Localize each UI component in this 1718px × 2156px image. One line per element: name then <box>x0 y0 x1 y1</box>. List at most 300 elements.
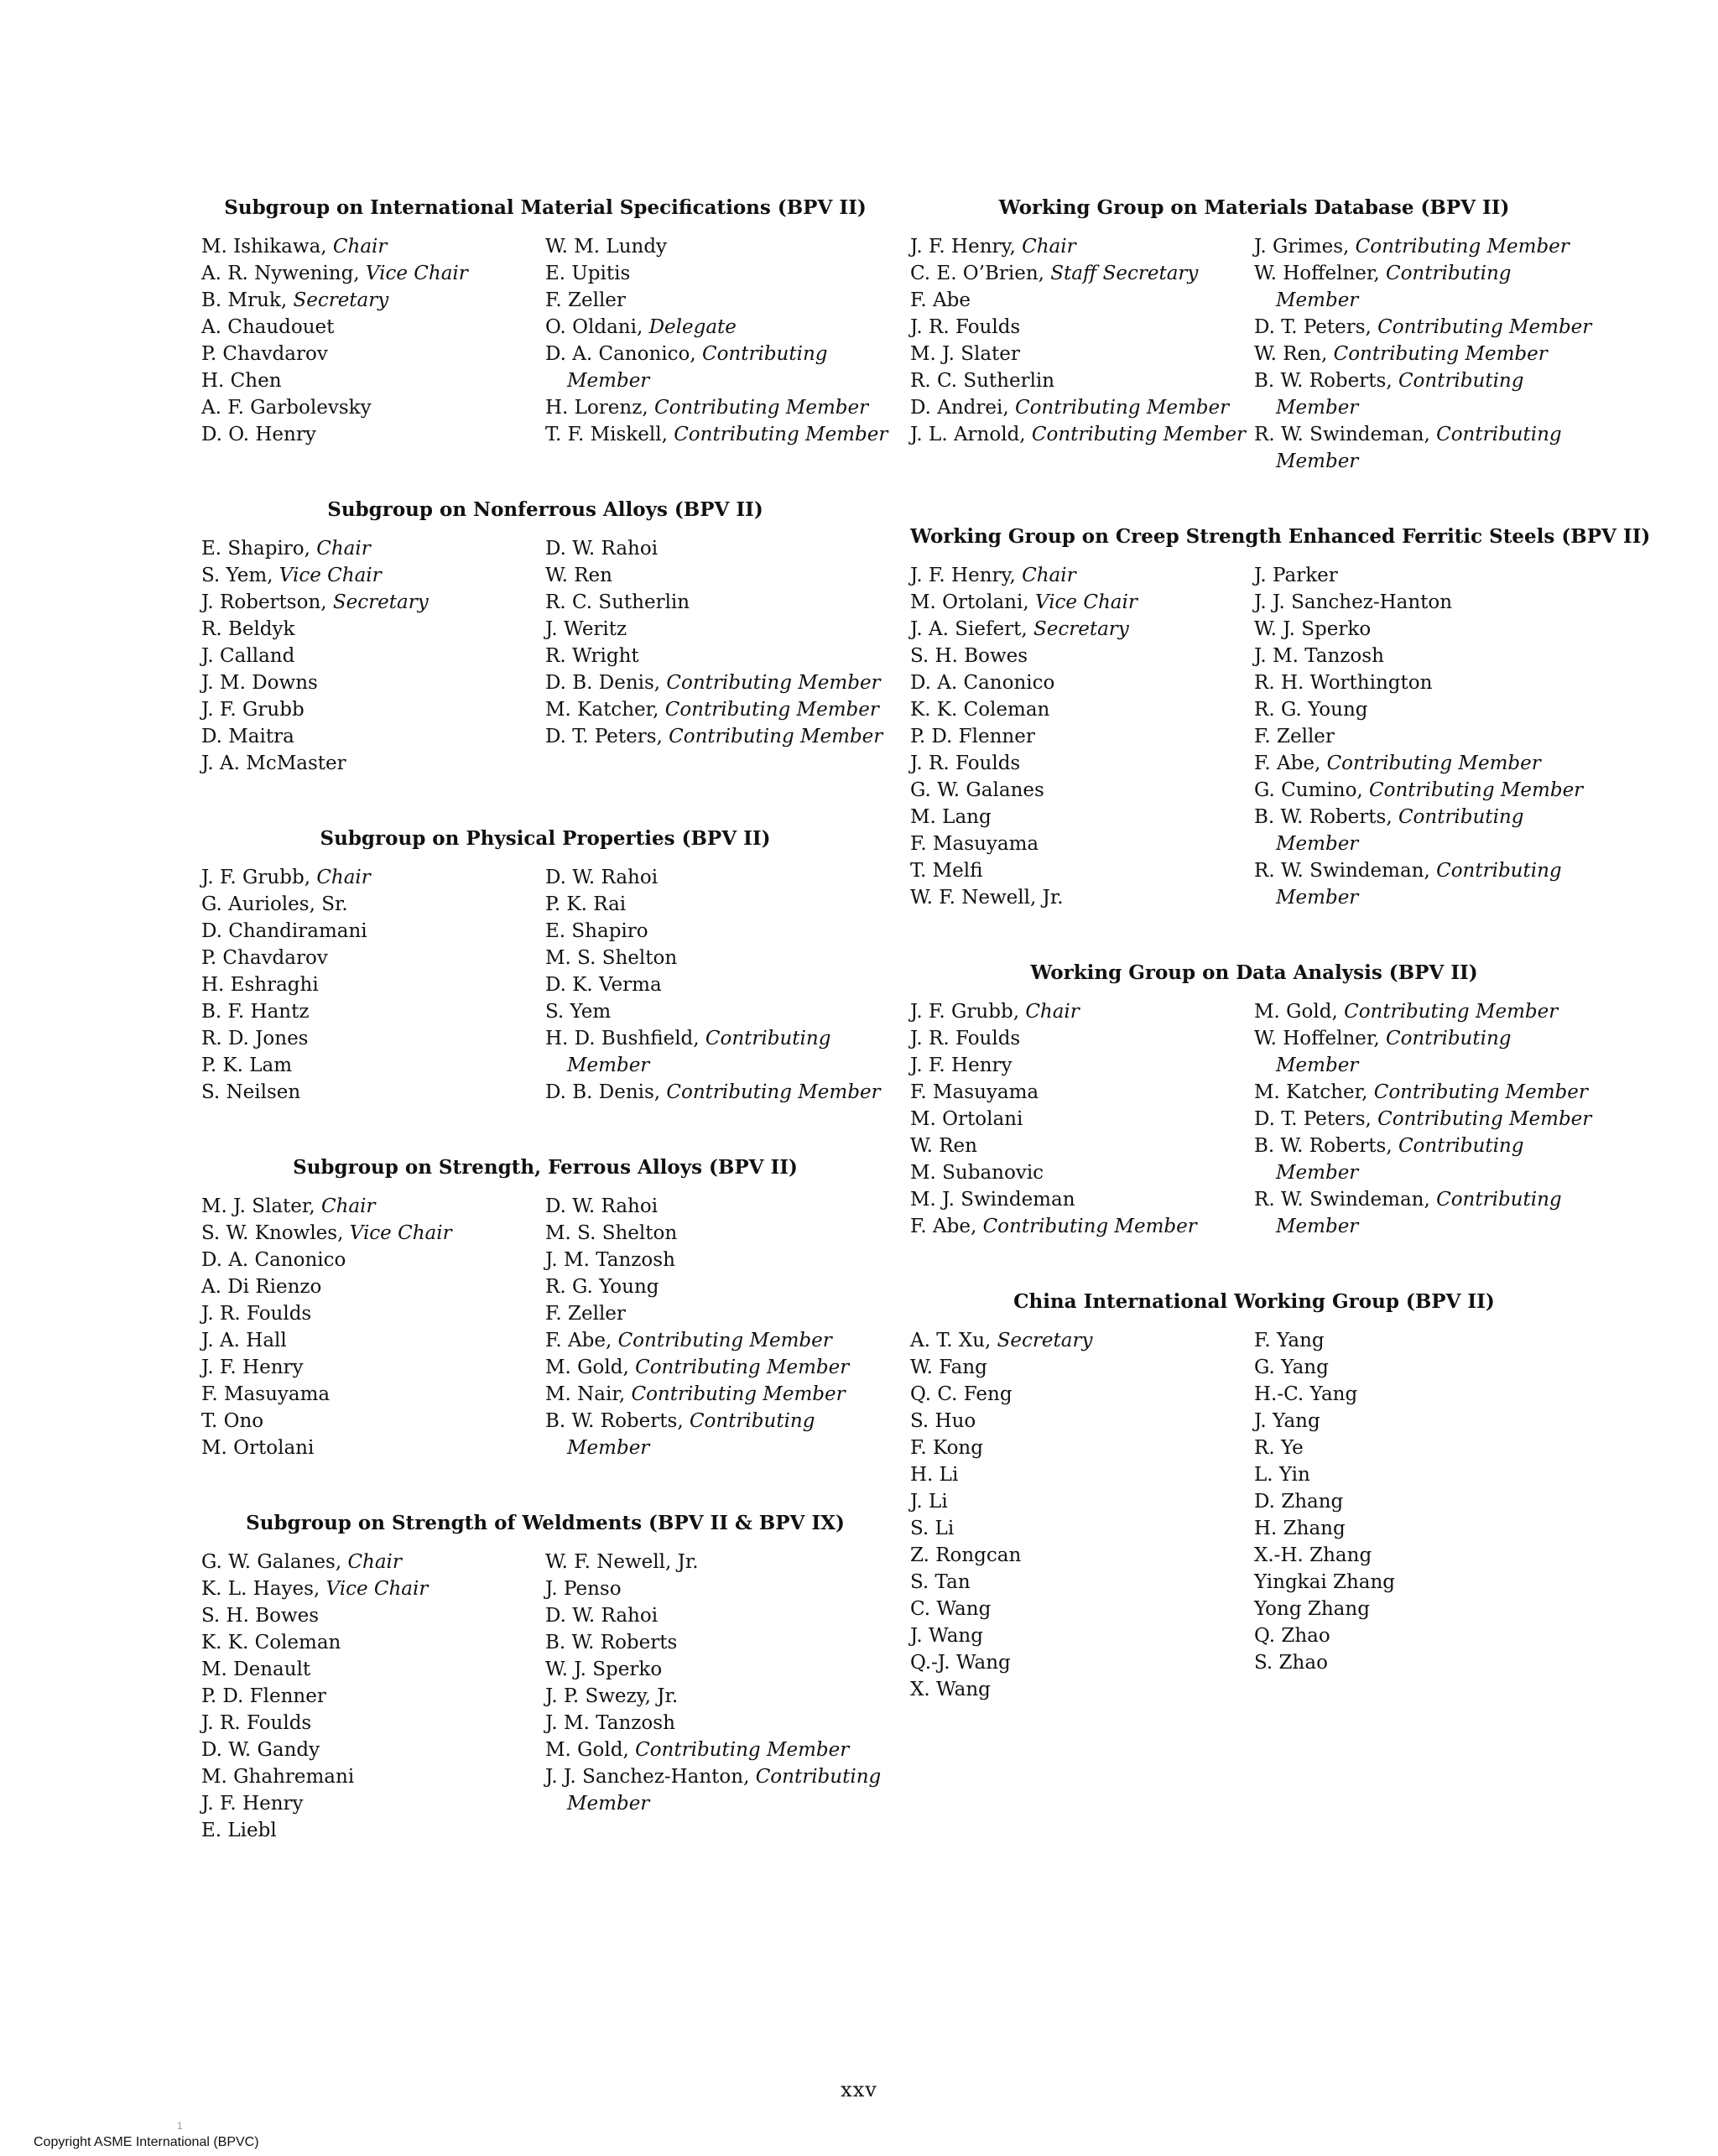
member-entry: J. F. Henry, Chair <box>910 236 1076 258</box>
member-name: J. Calland <box>201 645 295 667</box>
member-role: Vice Chair <box>349 1222 452 1244</box>
member-entry <box>910 1435 1254 1461</box>
committee-section <box>201 497 889 777</box>
member-entry <box>910 777 1254 804</box>
member-role: Contributing Member <box>567 1028 831 1076</box>
member-name: J. R. Foulds <box>201 1712 312 1734</box>
member-entry <box>910 1596 1254 1622</box>
member-entry: O. Oldani, Delegate <box>545 316 737 338</box>
member-name: R. H. Worthington <box>1254 672 1433 694</box>
member-entry <box>201 1817 545 1844</box>
member-name: D. Zhang <box>1254 1491 1344 1513</box>
member-name: E. Shapiro <box>201 538 305 560</box>
member-entry <box>545 998 889 1025</box>
member-name: S. H. Bowes <box>910 645 1028 667</box>
member-role: Chair <box>321 1195 376 1217</box>
member-entry: D. Andrei, Contributing Member <box>910 397 1230 419</box>
member-name: B. W. Roberts <box>1254 1135 1387 1157</box>
member-name: J. R. Foulds <box>910 753 1021 774</box>
member-entry: M. Gold, Contributing Member <box>545 1357 850 1378</box>
member-entry <box>910 1025 1254 1052</box>
member-entry: J. F. Grubb, Chair <box>910 1001 1080 1023</box>
member-name: A. F. Garbolevsky <box>201 397 372 419</box>
member-name: D. T. Peters <box>1254 316 1366 338</box>
member-name: F. Abe <box>545 1330 606 1351</box>
committee-section <box>910 523 1651 911</box>
member-name: P. D. Flenner <box>201 1685 326 1707</box>
member-entry: J. F. Henry, Chair <box>910 565 1076 586</box>
member-name: D. A. Canonico <box>201 1249 346 1271</box>
member-entry <box>545 1273 889 1300</box>
member-entry <box>910 696 1254 723</box>
member-entry <box>910 1159 1254 1186</box>
margin-mark: 1 <box>177 2120 183 2132</box>
member-entry <box>1254 643 1598 669</box>
member-entry: D. B. Denis, Contributing Member <box>545 672 881 694</box>
member-role: Secretary <box>997 1330 1093 1351</box>
member-name: M. J. Slater <box>201 1195 310 1217</box>
member-entry: B. Mruk, Secretary <box>201 289 389 311</box>
member-role: Chair <box>347 1551 402 1573</box>
member-entry <box>910 1052 1254 1079</box>
member-entry <box>1254 562 1598 589</box>
member-name: M. Ortolani <box>201 1437 315 1459</box>
member-name: S. W. Knowles <box>201 1222 338 1244</box>
member-name: R. Wright <box>545 645 639 667</box>
member-role: Contributing Member <box>664 699 879 721</box>
member-entry <box>545 1683 889 1710</box>
member-entry <box>201 696 545 723</box>
member-column <box>1254 998 1598 1240</box>
member-name: W. Ren <box>910 1135 977 1157</box>
member-entry <box>201 421 545 448</box>
member-entry <box>1254 1596 1598 1622</box>
member-column <box>201 1549 545 1844</box>
member-name: K. K. Coleman <box>201 1632 341 1653</box>
member-name: J. F. Henry <box>201 1793 304 1815</box>
member-name: O. Oldani <box>545 316 637 338</box>
member-entry <box>910 1106 1254 1133</box>
member-entry: A. T. Xu, Secretary <box>910 1330 1093 1351</box>
member-entry <box>1254 1354 1598 1381</box>
member-name: J. R. Foulds <box>201 1303 312 1325</box>
member-role: Contributing Member <box>1276 1135 1524 1184</box>
member-entry <box>545 233 889 260</box>
member-entry: B. W. Roberts, Contributing Member <box>1254 1135 1524 1184</box>
member-entry <box>910 1676 1254 1703</box>
committee-section <box>201 195 889 448</box>
member-entry: R. W. Swindeman, Contributing Member <box>1254 860 1562 909</box>
member-name: H.-C. Yang <box>1254 1383 1358 1405</box>
member-entry <box>1254 1649 1598 1676</box>
page-number: xxv <box>841 2078 877 2101</box>
member-name: R. W. Swindeman <box>1254 424 1424 445</box>
member-entry <box>201 945 545 971</box>
member-role: Staff Secretary <box>1050 263 1199 284</box>
member-role: Delegate <box>648 316 737 338</box>
member-name: H. Zhang <box>1254 1518 1346 1539</box>
member-entry <box>910 804 1254 831</box>
member-name: S. Li <box>910 1518 955 1539</box>
member-name: Z. Rongcan <box>910 1544 1022 1566</box>
member-name: F. Abe <box>1254 753 1315 774</box>
member-entry <box>201 1300 545 1327</box>
member-name: M. Ortolani <box>910 591 1023 613</box>
member-name: X.-H. Zhang <box>1254 1544 1372 1566</box>
member-entry <box>1254 589 1598 616</box>
member-name: J. P. Swezy, Jr. <box>545 1685 679 1707</box>
member-name: W. Hoffelner <box>1254 1028 1374 1049</box>
member-name: T. Ono <box>201 1410 264 1432</box>
member-name: R. G. Young <box>1254 699 1368 721</box>
member-name: R. G. Young <box>545 1276 659 1298</box>
member-name: F. Zeller <box>545 1303 626 1325</box>
member-entry <box>545 918 889 945</box>
member-entry <box>910 723 1254 750</box>
member-entry: W. Ren, Contributing Member <box>1254 343 1548 365</box>
member-role: Contributing Member <box>631 1383 846 1405</box>
member-entry <box>545 1247 889 1273</box>
member-entry: M. J. Slater, Chair <box>201 1195 376 1217</box>
member-column <box>201 233 545 448</box>
member-role: Contributing Member <box>1276 860 1562 909</box>
member-name: W. F. Newell, Jr. <box>910 887 1064 909</box>
member-entry <box>201 314 545 341</box>
member-role: Contributing Member <box>635 1739 850 1761</box>
member-entry <box>910 341 1254 367</box>
member-entry: M. Ortolani, Vice Chair <box>910 591 1138 613</box>
member-entry <box>201 1273 545 1300</box>
member-entry: W. Hoffelner, Contributing Member <box>1254 1028 1512 1076</box>
member-entry <box>1254 1569 1598 1596</box>
member-entry: H. Lorenz, Contributing Member <box>545 397 869 419</box>
member-entry: K. L. Hayes, Vice Chair <box>201 1578 429 1600</box>
member-name: J. R. Foulds <box>910 316 1021 338</box>
member-name: B. F. Hantz <box>201 1001 310 1023</box>
member-column <box>201 864 545 1106</box>
committee-section <box>201 825 889 1106</box>
member-entry: B. W. Roberts, Contributing Member <box>1254 806 1524 855</box>
member-column <box>201 1193 545 1461</box>
member-name: D. Chandiramani <box>201 920 367 942</box>
member-entry <box>201 367 545 394</box>
member-entry <box>545 1575 889 1602</box>
member-name: P. Chavdarov <box>201 947 328 969</box>
member-entry: B. W. Roberts, Contributing Member <box>1254 370 1524 419</box>
member-name: M. Ortolani <box>910 1108 1023 1130</box>
member-entry <box>910 750 1254 777</box>
member-list <box>201 535 889 777</box>
member-entry <box>545 1602 889 1629</box>
member-name: G. Yang <box>1254 1357 1329 1378</box>
committee-section <box>910 960 1598 1240</box>
member-name: J. Robertson <box>201 591 321 613</box>
member-entry: R. W. Swindeman, Contributing Member <box>1254 424 1562 472</box>
member-name: X. Wang <box>910 1679 991 1700</box>
section-title: Subgroup on Physical Properties (BPV II) <box>320 827 771 850</box>
member-name: D. O. Henry <box>201 424 316 445</box>
member-entry: G. Cumino, Contributing Member <box>1254 779 1584 801</box>
member-role: Contributing Member <box>1373 1081 1588 1103</box>
member-entry <box>910 1569 1254 1596</box>
member-name: Yong Zhang <box>1254 1598 1370 1620</box>
member-entry <box>1254 696 1598 723</box>
member-entry <box>201 750 545 777</box>
member-list <box>201 1549 889 1844</box>
member-role: Contributing Member <box>1333 343 1548 365</box>
member-entry <box>201 616 545 643</box>
member-entry <box>545 1220 889 1247</box>
member-entry <box>1254 1327 1598 1354</box>
member-entry <box>545 864 889 891</box>
member-name: P. Chavdarov <box>201 343 328 365</box>
member-entry <box>201 1435 545 1461</box>
member-name: K. K. Coleman <box>910 699 1050 721</box>
member-entry: D. T. Peters, Contributing Member <box>545 726 883 747</box>
member-name: W. Fang <box>910 1357 987 1378</box>
member-role: Contributing Member <box>1276 424 1562 472</box>
member-entry <box>910 857 1254 884</box>
member-entry <box>545 1193 889 1220</box>
member-column <box>545 864 889 1106</box>
member-entry <box>910 314 1254 341</box>
member-entry <box>545 945 889 971</box>
section-title: Working Group on Creep Strength Enhanced Ferritic Steels (BPV II) <box>910 525 1651 548</box>
member-list <box>201 1193 889 1461</box>
committee-section <box>910 195 1598 475</box>
member-role: Secretary <box>332 591 429 613</box>
member-entry <box>545 1549 889 1575</box>
member-name: J. M. Tanzosh <box>545 1712 675 1734</box>
member-name: Q. Zhao <box>1254 1625 1330 1647</box>
member-entry <box>201 918 545 945</box>
member-entry <box>545 535 889 562</box>
member-name: B. W. Roberts <box>1254 806 1387 828</box>
member-role: Contributing Member <box>1276 806 1524 855</box>
member-column <box>1254 562 1598 911</box>
member-entry <box>201 971 545 998</box>
member-entry <box>201 1327 545 1354</box>
section-title: Working Group on Materials Database (BPV II) <box>998 196 1510 219</box>
member-entry: E. Shapiro, Chair <box>201 538 371 560</box>
member-role: Contributing Member <box>1031 424 1247 445</box>
member-name: D. A. Canonico <box>545 343 690 365</box>
member-entry <box>545 1656 889 1683</box>
member-name: M. J. Slater <box>910 343 1020 365</box>
member-name: P. K. Rai <box>545 893 627 915</box>
section-title: China International Working Group (BPV II) <box>1013 1290 1495 1313</box>
member-name: M. Nair <box>545 1383 619 1405</box>
member-entry <box>201 394 545 421</box>
member-role: Contributing Member <box>1276 370 1524 419</box>
member-name: L. Yin <box>1254 1464 1310 1486</box>
member-role: Contributing Member <box>1344 1001 1559 1023</box>
member-name: J. F. Grubb <box>201 867 305 888</box>
member-name: S. Tan <box>910 1571 971 1593</box>
member-name: A. T. Xu <box>910 1330 986 1351</box>
member-name: S. Yem <box>545 1001 612 1023</box>
member-role: Contributing Member <box>1014 397 1230 419</box>
member-name: M. Ghahremani <box>201 1766 355 1788</box>
member-entry <box>201 1381 545 1408</box>
member-column <box>910 998 1254 1240</box>
member-name: S. Neilsen <box>201 1081 301 1103</box>
member-name: P. K. Lam <box>201 1055 293 1076</box>
member-name: D. B. Denis <box>545 672 654 694</box>
member-entry <box>910 643 1254 669</box>
member-entry: M. Nair, Contributing Member <box>545 1383 846 1405</box>
member-column <box>910 562 1254 911</box>
member-entry: S. Yem, Vice Chair <box>201 565 382 586</box>
member-entry <box>201 1656 545 1683</box>
member-entry: H. D. Bushfield, Contributing Member <box>545 1028 831 1076</box>
member-entry <box>201 1247 545 1273</box>
member-name: J. J. Sanchez-Hanton <box>1254 591 1453 613</box>
member-entry <box>201 1763 545 1790</box>
member-list <box>910 998 1598 1240</box>
member-entry <box>1254 669 1598 696</box>
member-entry <box>910 1488 1254 1515</box>
member-name: R. Beldyk <box>201 618 295 640</box>
member-entry: J. L. Arnold, Contributing Member <box>910 424 1247 445</box>
member-entry <box>910 669 1254 696</box>
member-role: Contributing Member <box>1377 316 1592 338</box>
member-role: Contributing Member <box>567 343 828 392</box>
member-name: M. Katcher <box>545 699 653 721</box>
member-name: R. C. Sutherlin <box>910 370 1055 392</box>
member-name: J. Yang <box>1254 1410 1320 1432</box>
member-name: F. Zeller <box>1254 726 1335 747</box>
member-entry <box>545 1629 889 1656</box>
member-name: J. R. Foulds <box>910 1028 1021 1049</box>
member-column <box>910 1327 1254 1703</box>
member-entry <box>201 1079 545 1106</box>
member-column <box>545 535 889 777</box>
member-entry <box>910 884 1254 911</box>
member-role: Chair <box>316 867 371 888</box>
member-entry: C. E. O’Brien, Staff Secretary <box>910 263 1199 284</box>
member-entry: J. Robertson, Secretary <box>201 591 429 613</box>
member-name: J. A. McMaster <box>201 753 346 774</box>
member-name: W. Ren <box>545 565 612 586</box>
member-entry <box>910 1622 1254 1649</box>
member-name: C. Wang <box>910 1598 992 1620</box>
member-name: H. Eshraghi <box>201 974 319 996</box>
member-name: H. Lorenz <box>545 397 643 419</box>
left-column <box>201 195 889 1844</box>
member-name: M. Gold <box>545 1357 623 1378</box>
committee-section <box>201 1510 889 1844</box>
member-name: J. F. Grubb <box>910 1001 1013 1023</box>
member-entry <box>201 1052 545 1079</box>
member-name: R. D. Jones <box>201 1028 309 1049</box>
member-entry <box>201 1737 545 1763</box>
member-role: Contributing Member <box>1326 753 1541 774</box>
member-name: M. S. Shelton <box>545 947 678 969</box>
member-name: J. Li <box>910 1491 948 1513</box>
member-role: Chair <box>316 538 371 560</box>
member-name: D. W. Rahoi <box>545 538 659 560</box>
member-name: S. Huo <box>910 1410 976 1432</box>
member-name: B. Mruk <box>201 289 281 311</box>
member-role: Contributing Member <box>982 1216 1197 1237</box>
member-column <box>910 233 1254 475</box>
member-entry <box>1254 1408 1598 1435</box>
member-name: J. L. Arnold <box>910 424 1020 445</box>
member-role: Contributing Member <box>653 397 869 419</box>
member-name: S. Yem <box>201 565 268 586</box>
member-entry: A. R. Nywening, Vice Chair <box>201 263 468 284</box>
member-entry <box>201 643 545 669</box>
member-entry <box>910 1186 1254 1213</box>
member-entry <box>545 1300 889 1327</box>
member-name: R. C. Sutherlin <box>545 591 690 613</box>
member-role: Chair <box>1025 1001 1080 1023</box>
member-name: B. W. Roberts <box>1254 370 1387 392</box>
member-entry: G. W. Galanes, Chair <box>201 1551 402 1573</box>
member-role: Contributing Member <box>666 1081 881 1103</box>
member-name: E. Upitis <box>545 263 631 284</box>
member-entry <box>910 1354 1254 1381</box>
member-name: M. Ishikawa <box>201 236 321 258</box>
member-entry: R. W. Swindeman, Contributing Member <box>1254 1189 1562 1237</box>
copyright-notice: Copyright ASME International (BPVC) <box>34 2135 259 2149</box>
member-role: Contributing Member <box>1276 1028 1512 1076</box>
member-role: Vice Chair <box>325 1578 429 1600</box>
member-entry: M. Ishikawa, Chair <box>201 236 388 258</box>
member-name: M. S. Shelton <box>545 1222 678 1244</box>
member-role: Contributing Member <box>674 424 888 445</box>
member-column <box>201 535 545 777</box>
member-entry <box>545 971 889 998</box>
member-entry: J. F. Grubb, Chair <box>201 867 371 888</box>
member-name: J. M. Downs <box>201 672 318 694</box>
member-name: M. Denault <box>201 1659 311 1680</box>
member-role: Secretary <box>1033 618 1129 640</box>
member-list <box>201 864 889 1106</box>
member-entry <box>545 891 889 918</box>
member-name: B. W. Roberts <box>545 1410 678 1432</box>
member-entry <box>545 643 889 669</box>
member-role: Vice Chair <box>279 565 382 586</box>
section-title: Subgroup on Strength of Weldments (BPV II & BPV IX) <box>246 1512 845 1534</box>
member-entry <box>1254 1381 1598 1408</box>
member-name: J. F. Grubb <box>201 699 305 721</box>
member-entry <box>910 831 1254 857</box>
member-entry: M. Gold, Contributing Member <box>1254 1001 1559 1023</box>
member-name: J. M. Tanzosh <box>545 1249 675 1271</box>
member-name: F. Masuyama <box>910 833 1039 855</box>
member-role: Contributing Member <box>1276 1189 1562 1237</box>
member-role: Chair <box>1022 565 1076 586</box>
member-name: D. W. Rahoi <box>545 1195 659 1217</box>
member-name: J. J. Sanchez-Hanton <box>545 1766 744 1788</box>
member-name: D. T. Peters <box>545 726 657 747</box>
member-entry: F. Abe, Contributing Member <box>910 1216 1197 1237</box>
member-name: T. Melfi <box>910 860 983 882</box>
member-entry: T. F. Miskell, Contributing Member <box>545 424 888 445</box>
member-name: E. Liebl <box>201 1820 277 1841</box>
committee-section <box>201 1154 889 1461</box>
member-name: J. Grimes <box>1254 236 1344 258</box>
member-name: Yingkai Zhang <box>1254 1571 1396 1593</box>
member-entry <box>201 1629 545 1656</box>
member-role: Chair <box>332 236 388 258</box>
member-entry <box>545 562 889 589</box>
member-name: A. R. Nywening <box>201 263 354 284</box>
member-name: K. L. Hayes <box>201 1578 314 1600</box>
member-entry <box>545 287 889 314</box>
